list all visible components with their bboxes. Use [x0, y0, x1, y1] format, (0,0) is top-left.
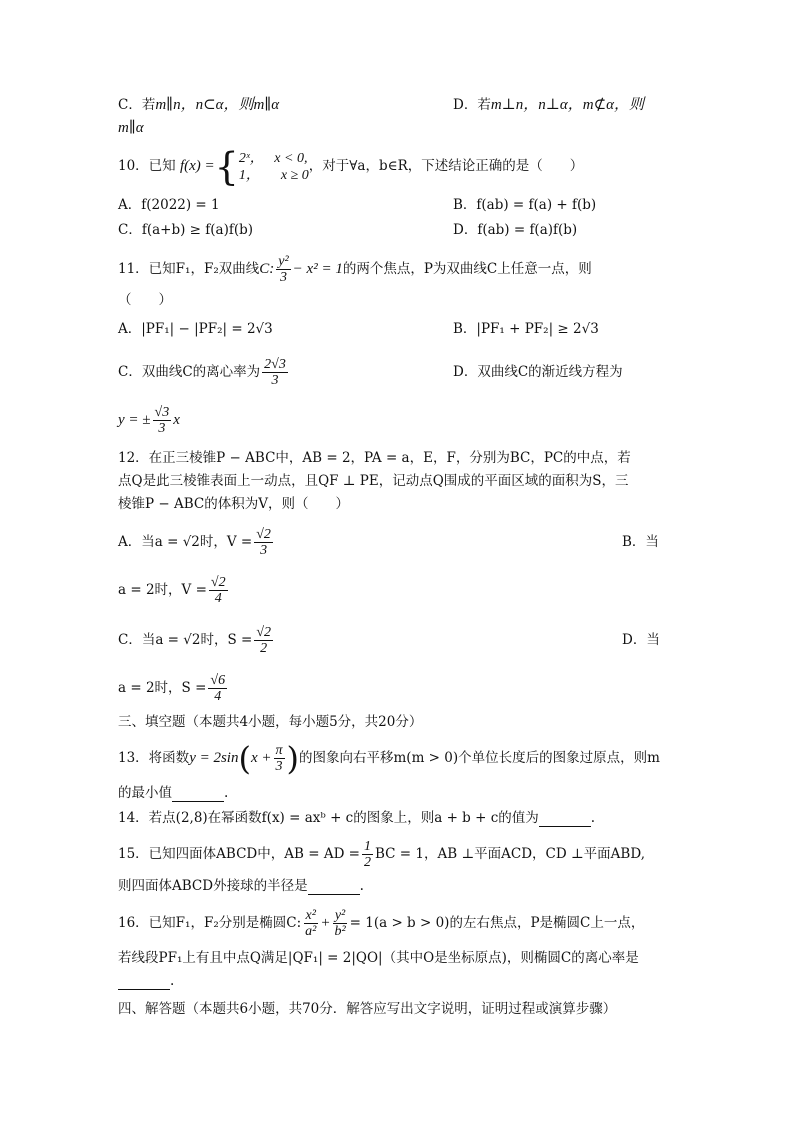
- q12-stem-line2: 点Q是此三棱锥表面上一动点，且QF ⊥ PE，记动点Q围成的平面区域的面积为S，三: [118, 473, 629, 489]
- answer-blank[interactable]: [118, 975, 170, 990]
- q12-stem-line3: 棱锥P − ABC的体积为V，则（ ）: [118, 496, 349, 512]
- q9-option-d: D．若m⊥n，n⊥α，m⊄α，则: [453, 97, 645, 113]
- q12-option-d: a = 2时，S = $\frac{√6}{4}$: [118, 673, 226, 704]
- answer-blank[interactable]: [539, 812, 591, 827]
- q11-paren: （ ）: [118, 292, 172, 308]
- q10-option-a: A．f(2022) = 1: [118, 197, 220, 213]
- q12-option-b: a = 2时，V = $\frac{√2}{4}$: [118, 575, 226, 606]
- q11-option-b: B．|PF₁ + PF₂| ≥ 2√3: [453, 321, 599, 337]
- q11-option-c: C．双曲线C的离心率为 $\frac{2√3}{3}$: [118, 357, 286, 388]
- answer-blank[interactable]: [308, 880, 360, 895]
- q12-option-c: C．当a = √2时，S = $\frac{√2}{2}$: [118, 625, 272, 656]
- q12-stem-line1: 12．在正三棱锥P − ABC中，AB = 2，PA = a，E，F，分别为BC，PC的中点，若: [118, 450, 631, 466]
- q10-option-d: D．f(ab) = f(a)f(b): [453, 222, 578, 238]
- q14-stem: 14．若点(2,8)在幂函数f(x) = axᵇ + c的图象上，则a + b + c的值为 .: [118, 810, 596, 826]
- q9-option-c: C．若m∥n，n⊂α，则m∥α: [118, 97, 280, 113]
- q10-stem: 10．已知 f(x) ={ 2ˣ， x < 0, 1， x ≥ 0 ，对于∀a，b∈R，下述结论正确的是（ ）: [118, 144, 584, 189]
- q10-option-b: B．f(ab) = f(a) + f(b): [453, 197, 597, 213]
- q16-line2: 若线段PF₁上有且中点Q满足|QF₁| = 2|QO|（其中O是坐标原点)，则椭圆C的离心率是: [118, 950, 639, 966]
- q13-line2: 的最小值 .: [118, 785, 229, 801]
- q15-stem: 15．已知四面体ABCD中，AB = AD = $\frac{1}{2}$ BC = 1，AB ⊥平面ACD，CD ⊥平面ABD,: [118, 839, 645, 870]
- q16-line3: .: [118, 972, 174, 990]
- section-4-heading: 四、解答题（本题共6小题，共70分．解答应写出文字说明，证明过程或演算步骤）: [118, 1001, 617, 1017]
- q11-option-a: A．|PF₁| − |PF₂| = 2√3: [118, 321, 273, 337]
- q9-option-d-cont: m∥α: [118, 120, 144, 136]
- q16-stem: 16．已知F₁，F₂分别是椭圆C: $\frac{\text{x²}}{\text{a²}}$ + $\frac{\text{y²}}{\text{b²}}$ = 1(a > b > 0)的左右焦点，P是椭圆C上一点，: [118, 908, 645, 939]
- q11-option-d: D．双曲线C的渐近线方程为: [453, 364, 623, 380]
- q10-option-c: C．f(a+b) ≥ f(a)f(b): [118, 222, 254, 238]
- answer-blank[interactable]: [172, 787, 224, 802]
- q12-option-b-head: B．当: [622, 534, 659, 550]
- q12-option-a: A．当a = √2时，V = $\frac{√2}{3}$: [118, 527, 271, 558]
- q13-stem: 13．将函数y = 2sin(x + $\frac{\pi}{3}$ )的图象向右平移m(m > 0)个单位长度后的图象过原点，则m: [118, 739, 660, 778]
- piecewise-brace: {: [214, 144, 239, 189]
- q12-option-d-head: D．当: [622, 632, 660, 648]
- q11-option-d-cont: y = ± $\frac{√3}{3}$ x: [118, 405, 180, 436]
- piecewise: 2ˣ， x < 0, 1， x ≥ 0: [238, 150, 309, 183]
- q15-line2: 则四面体ABCD外接球的半径是 .: [118, 878, 364, 894]
- q11-stem: 11．已知F₁，F₂双曲线C: $\frac{\text{y²}}{3}$ − x² = 1的两个焦点，P为双曲线C上任意一点，则: [118, 254, 592, 285]
- section-3-heading: 三、填空题（本题共4小题，每小题5分，共20分）: [118, 714, 423, 730]
